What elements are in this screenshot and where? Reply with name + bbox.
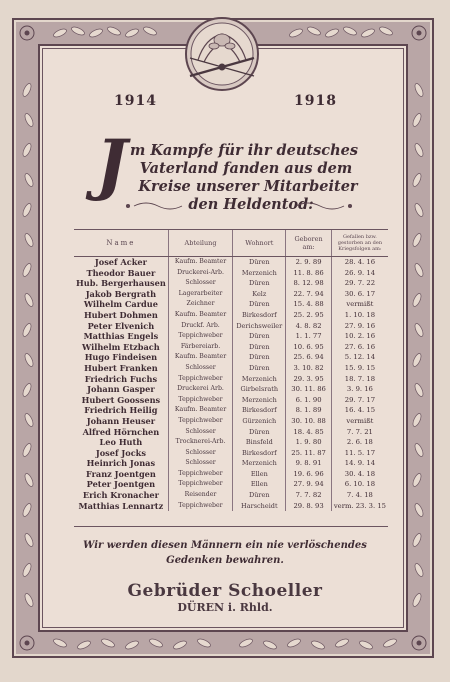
cell-name: Hubert Franken [84, 362, 158, 373]
cell-abteilung: Färbereiarb. [168, 342, 232, 353]
cell-gefallen: 5. 12. 14 [331, 352, 388, 363]
cell-wohnort: Merzenich [233, 374, 286, 385]
cell-gefallen: 30. 4. 18 [331, 469, 388, 480]
heading-line-2: Vaterland fanden aus dem [139, 160, 353, 177]
table-row [74, 469, 388, 480]
cell-wohnort: Ellen [233, 469, 286, 480]
col-header-gefallen: Gefallen bzw. gestorben an den Kriegsfolgen am: [331, 230, 388, 257]
cell-gefallen: 27. 9. 16 [331, 321, 388, 332]
cell-gefallen: 14. 9. 14 [331, 458, 388, 469]
cell-geboren: 7. 7. 82 [286, 490, 331, 501]
cell-abteilung: Kaufm. Beamter [168, 405, 232, 416]
table-row [74, 342, 388, 353]
cell-abteilung: Teppichweber [168, 416, 232, 427]
cell-name: Heinrich Jonas [86, 458, 156, 469]
cell-gefallen: 26. 9. 14 [331, 268, 388, 279]
table-row [74, 257, 388, 268]
cell-abteilung: Schlosser [168, 363, 232, 374]
table-row [74, 374, 388, 385]
cell-wohnort: Düren [233, 331, 286, 342]
table-row [74, 289, 388, 300]
cell-geboren: 29. 3. 95 [286, 374, 331, 385]
cell-name: Wilhelm Etzbach [82, 341, 160, 352]
cell-geboren: 19. 6. 96 [286, 469, 331, 480]
cell-wohnort: Merzenich [233, 458, 286, 469]
cell-gefallen: 6. 10. 18 [331, 479, 388, 490]
table-row [74, 416, 388, 427]
cell-wohnort: Düren [233, 363, 286, 374]
cell-gefallen: 28. 4. 16 [331, 257, 388, 268]
cell-gefallen: 11. 5. 17 [331, 448, 388, 459]
roll-of-honour-table [74, 230, 388, 511]
cell-abteilung: Schlosser [168, 458, 232, 469]
cell-wohnort: Binsfeld [233, 437, 286, 448]
cell-name: Wilhelm Cardue [83, 299, 158, 310]
table-row [74, 352, 388, 363]
firm-city: DÜREN i. Rhld. [177, 601, 273, 614]
cell-geboren: 2. 9. 89 [286, 257, 331, 268]
cell-name: Theodor Bauer [86, 267, 156, 278]
cell-name: Josef Acker [94, 257, 147, 267]
cell-name: Peter Joentgen [86, 479, 156, 490]
cell-gefallen: 15. 9. 15 [331, 363, 388, 374]
cell-gefallen: 2. 6. 18 [331, 437, 388, 448]
closing-line-1: Wir werden diesen Männern ein nie verlöschendes [83, 540, 367, 551]
table-row [74, 490, 388, 501]
heading-line-4: den Heldentod: [188, 196, 314, 213]
cell-abteilung: Druckerei Arb. [168, 384, 232, 395]
cell-wohnort: Harscheidt [233, 501, 286, 512]
cell-name: Matthias Lennartz [78, 500, 164, 511]
table-row [74, 321, 388, 332]
cell-name: Leo Huth [99, 437, 143, 448]
cell-geboren: 30. 11. 86 [286, 384, 331, 395]
cell-wohnort: Birkesdorf [233, 448, 286, 459]
heading-line-3: Kreise unserer Mitarbeiter [138, 178, 358, 195]
cell-abteilung: Schlosser [168, 278, 232, 289]
cell-geboren: 9. 8. 91 [286, 458, 331, 469]
cell-gefallen: vermißt [331, 416, 388, 427]
table-row [74, 501, 388, 512]
cell-geboren: 27. 9. 94 [286, 479, 331, 490]
cell-geboren: 25. 2. 95 [286, 310, 331, 321]
cell-wohnort: Ellen [233, 479, 286, 490]
table-row [74, 331, 388, 342]
cell-geboren: 25. 11. 87 [286, 448, 331, 459]
cell-wohnort: Düren [233, 352, 286, 363]
cell-name: Hub. Bergerhausen [76, 278, 166, 289]
cell-abteilung: Druckf. Arb. [168, 321, 232, 332]
cell-wohnort: Düren [233, 299, 286, 310]
cell-gefallen: 30. 6. 17 [331, 289, 388, 300]
cell-wohnort: Birkesdorf [233, 405, 286, 416]
table-row [74, 479, 388, 490]
cell-gefallen: 7. 7. 21 [331, 427, 388, 438]
cell-abteilung: Druckerei-Arb. [168, 268, 232, 279]
table-row [74, 268, 388, 279]
col-header-abteilung: Abteilung [168, 230, 232, 257]
cell-geboren: 22. 7. 94 [286, 289, 331, 300]
cell-wohnort: Derichsweiler [233, 321, 286, 332]
cell-name: Peter Elvenich [87, 320, 155, 331]
cell-name: Jakob Bergrath [85, 288, 157, 299]
cell-abteilung: Trocknerei-Arb. [168, 437, 232, 448]
cell-geboren: 3. 10. 82 [286, 363, 331, 374]
cell-geboren: 8. 12. 98 [286, 278, 331, 289]
cell-gefallen: 16. 4. 15 [331, 405, 388, 416]
table-row [74, 299, 388, 310]
cell-wohnort: Birkesdorf [233, 310, 286, 321]
cell-geboren: 4. 8. 82 [286, 321, 331, 332]
cell-abteilung: Teppichweber [168, 469, 232, 480]
cell-geboren: 8. 1. 89 [286, 405, 331, 416]
cell-wohnort: Merzenich [233, 268, 286, 279]
table-row [74, 427, 388, 438]
cell-geboren: 11. 8. 86 [286, 268, 331, 279]
cell-abteilung: Schlosser [168, 448, 232, 459]
cell-geboren: 1. 9. 80 [286, 437, 331, 448]
cell-abteilung: Lagerarbeiter [168, 289, 232, 300]
table-bottom-rule [74, 526, 388, 527]
cell-abteilung: Teppichweber [168, 479, 232, 490]
cell-wohnort: Düren [233, 257, 286, 268]
cell-gefallen: 29. 7. 22 [331, 278, 388, 289]
cell-abteilung: Kaufm. Beamter [168, 310, 232, 321]
cell-gefallen: 18. 7. 18 [331, 374, 388, 385]
table-row [74, 405, 388, 416]
cell-wohnort: Düren [233, 490, 286, 501]
cell-wohnort: Girbelsrath [233, 384, 286, 395]
cell-geboren: 6. 1. 90 [286, 395, 331, 406]
cell-abteilung: Reisender [168, 490, 232, 501]
cell-abteilung: Kaufm. Beamter [168, 352, 232, 363]
table-row [74, 395, 388, 406]
cell-abteilung: Zeichner [168, 299, 232, 310]
cell-abteilung: Teppichweber [168, 395, 232, 406]
table-row [74, 448, 388, 459]
cell-wohnort: Gürzenich [233, 416, 286, 427]
cell-wohnort: Düren [233, 427, 286, 438]
cell-abteilung: Kaufm. Beamter [168, 257, 232, 268]
cell-name: Friedrich Heilig [84, 405, 158, 416]
cell-name: Erich Kronacher [82, 490, 159, 501]
cell-name: Franz Joentgen [85, 468, 156, 479]
cell-name: Matthias Engels [83, 331, 159, 342]
cell-abteilung: Schlosser [168, 427, 232, 438]
col-header-wohnort: Wohnort [233, 230, 286, 257]
cell-gefallen: vermißt [331, 299, 388, 310]
cell-wohnort: Kelz [233, 289, 286, 300]
cell-gefallen: 1. 10. 18 [331, 310, 388, 321]
firm-name: Gebrüder Schoeller [127, 581, 323, 601]
cell-abteilung: Teppichweber [168, 331, 232, 342]
cell-geboren: 1. 1. 77 [286, 331, 331, 342]
cell-gefallen: 3. 9. 16 [331, 384, 388, 395]
table-row [74, 384, 388, 395]
cell-name: Josef Jocks [95, 447, 146, 458]
cell-geboren: 25. 6. 94 [286, 352, 331, 363]
table-row [74, 437, 388, 448]
year-end: 1918 [294, 93, 337, 109]
cell-geboren: 30. 10. 88 [286, 416, 331, 427]
cell-name: Alfred Hörnchen [82, 426, 160, 437]
table-row [74, 363, 388, 374]
cell-wohnort: Düren [233, 278, 286, 289]
cell-wohnort: Merzenich [233, 395, 286, 406]
cell-geboren: 18. 4. 85 [286, 427, 331, 438]
year-start: 1914 [114, 93, 157, 109]
cell-name: Johann Gasper [87, 384, 155, 395]
heading-initial: J [96, 125, 128, 203]
cell-abteilung: Teppichweber [168, 501, 232, 512]
col-header-geboren: Geboren am: [286, 230, 331, 257]
cell-gefallen: 27. 6. 16 [331, 342, 388, 353]
cell-abteilung: Teppichweber [168, 374, 232, 385]
col-header-name: Name [74, 230, 168, 257]
closing-line-2: Gedenken bewahren. [166, 555, 284, 566]
cell-geboren: 15. 4. 88 [286, 299, 331, 310]
cell-name: Johann Heuser [86, 415, 156, 426]
cell-name: Friedrich Fuchs [84, 373, 158, 384]
cell-name: Hubert Goossens [81, 394, 161, 405]
cell-gefallen: 29. 7. 17 [331, 395, 388, 406]
cell-wohnort: Düren [233, 342, 286, 353]
table-row [74, 278, 388, 289]
cell-gefallen: 7. 4. 18 [331, 490, 388, 501]
cell-gefallen: verm. 23. 3. 15 [331, 501, 388, 512]
cell-geboren: 29. 8. 93 [286, 501, 331, 512]
cell-gefallen: 10. 2. 16 [331, 331, 388, 342]
table-row [74, 458, 388, 469]
table-row [74, 310, 388, 321]
cell-geboren: 10. 6. 95 [286, 342, 331, 353]
cell-name: Hubert Dohmen [83, 309, 158, 320]
cell-name: Hugo Findeisen [84, 352, 158, 363]
heading-line-1: m Kampfe für ihr deutsches [129, 142, 359, 159]
table-header-row [74, 230, 388, 257]
